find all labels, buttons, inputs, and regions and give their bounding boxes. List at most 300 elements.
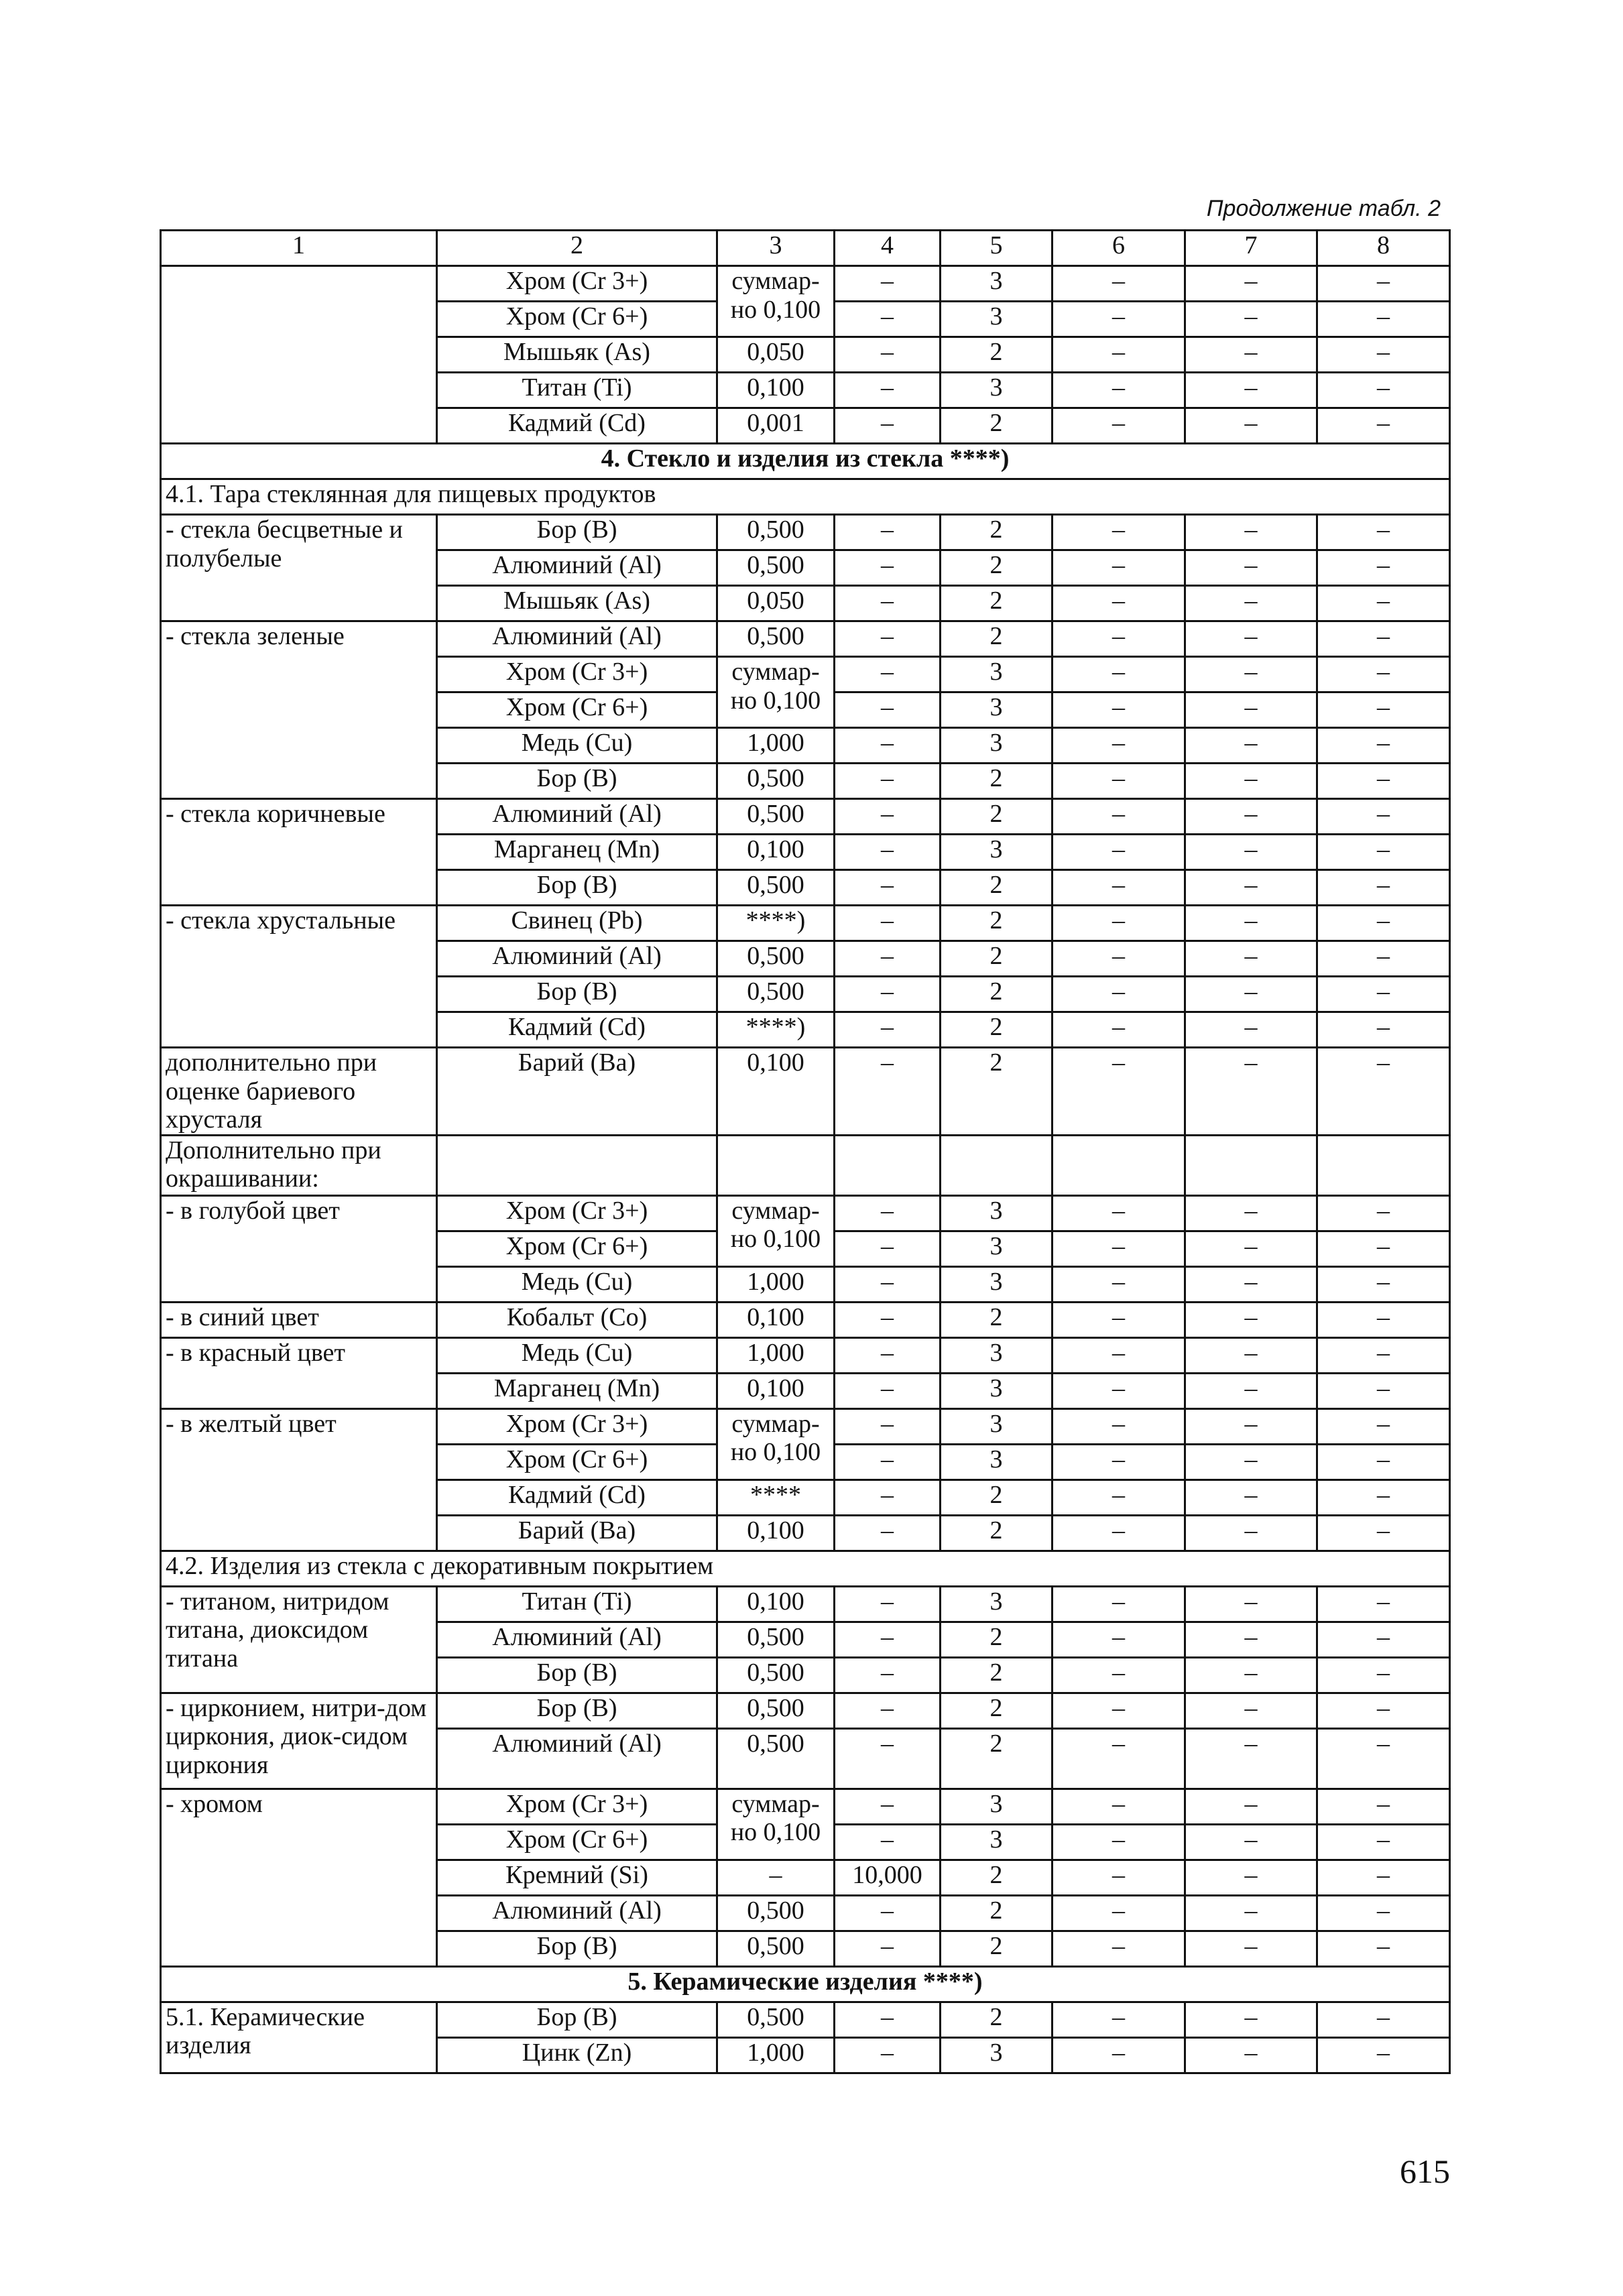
cell-col-3: ****): [717, 906, 835, 941]
cell-col-7: –: [1185, 1824, 1317, 1860]
cell-col-6: –: [1053, 550, 1185, 586]
table-row: [161, 515, 1450, 550]
cell-col-6: –: [1053, 1337, 1185, 1373]
cell-col-1: - цирконием, нитри-дом циркония, диок-сидом циркония: [161, 1693, 437, 1789]
cell-col-8: –: [1317, 1195, 1450, 1231]
cell-col-7: –: [1185, 2002, 1317, 2037]
cell-col-7: –: [1185, 870, 1317, 906]
cell-col-8: –: [1317, 1012, 1450, 1048]
cell-col-3: 0,100: [717, 1373, 835, 1408]
cell-col-6: –: [1053, 1231, 1185, 1266]
cell-col-1: дополнительно при оценке бариевого хрусталя: [161, 1048, 437, 1136]
cell-col-7: –: [1185, 515, 1317, 550]
cell-col-8: –: [1317, 1373, 1450, 1408]
cell-col-4: –: [835, 1266, 941, 1302]
cell-col-3: 1,000: [717, 728, 835, 764]
cell-col-2: Титан (Ti): [437, 373, 717, 408]
cell-col-3: суммар-но 0,100: [717, 266, 835, 337]
cell-col-4: –: [835, 1586, 941, 1622]
cell-col-6: –: [1053, 1195, 1185, 1231]
cell-col-3: 0,001: [717, 408, 835, 444]
cell-col-5: 2: [941, 1012, 1053, 1048]
column-number-cell: 3: [717, 231, 835, 266]
cell-col-7: –: [1185, 764, 1317, 799]
cell-col-7: –: [1185, 408, 1317, 444]
table-row: [161, 1048, 1450, 1136]
cell-col-5: 3: [941, 728, 1053, 764]
column-number-cell: 5: [941, 231, 1053, 266]
cell-col-3: 0,100: [717, 835, 835, 870]
cell-col-5: 3: [941, 1337, 1053, 1373]
cell-col-3: суммар-но 0,100: [717, 657, 835, 728]
cell-col-4: [835, 1135, 941, 1195]
cell-col-6: –: [1053, 337, 1185, 373]
cell-col-2: Бор (B): [437, 2002, 717, 2037]
cell-col-2: Марганец (Mn): [437, 1373, 717, 1408]
cell-col-4: –: [835, 621, 941, 657]
cell-col-7: –: [1185, 1515, 1317, 1551]
cell-col-7: –: [1185, 1337, 1317, 1373]
cell-col-8: –: [1317, 1479, 1450, 1515]
cell-col-3: 1,000: [717, 1337, 835, 1373]
table-row: [161, 1135, 1450, 1195]
table-row: [161, 2002, 1450, 2037]
data-table: [160, 229, 1451, 2074]
cell-col-4: –: [835, 1693, 941, 1728]
cell-col-4: –: [835, 728, 941, 764]
cell-col-3: 0,050: [717, 586, 835, 621]
cell-col-4: –: [835, 1302, 941, 1337]
cell-col-4: –: [835, 799, 941, 835]
cell-col-6: –: [1053, 621, 1185, 657]
cell-col-8: –: [1317, 1266, 1450, 1302]
table-continuation-caption: Продолжение табл. 2: [1206, 196, 1441, 221]
cell-col-5: 3: [941, 1266, 1053, 1302]
cell-col-2: Марганец (Mn): [437, 835, 717, 870]
cell-col-6: –: [1053, 1931, 1185, 1966]
cell-col-5: 3: [941, 2037, 1053, 2073]
cell-col-5: 3: [941, 1373, 1053, 1408]
cell-col-7: –: [1185, 692, 1317, 728]
cell-col-5: 3: [941, 692, 1053, 728]
cell-col-2: Хром (Cr 6+): [437, 1231, 717, 1266]
cell-col-3: 0,500: [717, 870, 835, 906]
cell-col-3: 0,500: [717, 1657, 835, 1693]
cell-col-5: 3: [941, 1444, 1053, 1479]
cell-col-4: –: [835, 302, 941, 337]
column-number-cell: 2: [437, 231, 717, 266]
cell-col-6: –: [1053, 906, 1185, 941]
cell-col-2: Кадмий (Cd): [437, 1479, 717, 1515]
cell-col-2: Бор (B): [437, 1931, 717, 1966]
cell-col-2: Бор (B): [437, 764, 717, 799]
cell-col-3: 0,500: [717, 1895, 835, 1931]
cell-col-7: –: [1185, 1266, 1317, 1302]
cell-col-7: –: [1185, 1931, 1317, 1966]
cell-col-2: Хром (Cr 3+): [437, 1195, 717, 1231]
cell-col-2: Медь (Cu): [437, 1266, 717, 1302]
cell-col-3: 0,500: [717, 764, 835, 799]
cell-col-8: –: [1317, 906, 1450, 941]
cell-col-8: –: [1317, 1515, 1450, 1551]
cell-col-2: Хром (Cr 3+): [437, 266, 717, 302]
cell-col-8: –: [1317, 977, 1450, 1012]
cell-col-7: –: [1185, 657, 1317, 692]
cell-col-1: - в синий цвет: [161, 1302, 437, 1337]
cell-col-5: 2: [941, 1895, 1053, 1931]
cell-col-6: –: [1053, 1302, 1185, 1337]
cell-col-8: –: [1317, 1931, 1450, 1966]
table-row: [161, 621, 1450, 657]
cell-col-7: –: [1185, 835, 1317, 870]
cell-col-7: –: [1185, 1789, 1317, 1824]
cell-col-6: –: [1053, 1373, 1185, 1408]
cell-col-7: –: [1185, 1895, 1317, 1931]
cell-col-4: –: [835, 1337, 941, 1373]
cell-col-8: –: [1317, 941, 1450, 977]
cell-col-6: –: [1053, 1693, 1185, 1728]
cell-col-6: –: [1053, 2037, 1185, 2073]
cell-col-2: Барий (Ba): [437, 1048, 717, 1136]
cell-col-1: Дополнительно при окрашивании:: [161, 1135, 437, 1195]
cell-col-2: Мышьяк (As): [437, 586, 717, 621]
cell-col-4: –: [835, 2002, 941, 2037]
page-number: 615: [1400, 2153, 1450, 2190]
cell-col-4: –: [835, 408, 941, 444]
cell-col-8: –: [1317, 586, 1450, 621]
cell-col-6: –: [1053, 941, 1185, 977]
table-row: [161, 906, 1450, 941]
cell-col-6: –: [1053, 408, 1185, 444]
cell-col-2: Хром (Cr 6+): [437, 1824, 717, 1860]
cell-col-4: –: [835, 1657, 941, 1693]
cell-col-2: Мышьяк (As): [437, 337, 717, 373]
cell-col-1: - титаном, нитридом титана, диоксидом титана: [161, 1586, 437, 1693]
cell-col-6: –: [1053, 1657, 1185, 1693]
cell-col-2: Бор (B): [437, 1693, 717, 1728]
cell-col-4: –: [835, 1444, 941, 1479]
cell-col-4: –: [835, 870, 941, 906]
cell-col-2: Алюминий (Al): [437, 550, 717, 586]
cell-col-6: –: [1053, 1479, 1185, 1515]
group-heading-row: [161, 479, 1450, 515]
cell-col-3: 1,000: [717, 1266, 835, 1302]
cell-col-6: –: [1053, 657, 1185, 692]
cell-col-6: –: [1053, 835, 1185, 870]
cell-col-3: 0,100: [717, 373, 835, 408]
cell-col-6: –: [1053, 1444, 1185, 1479]
table-row: [161, 1337, 1450, 1373]
cell-col-4: –: [835, 1231, 941, 1266]
cell-col-4: –: [835, 1515, 941, 1551]
cell-col-8: –: [1317, 728, 1450, 764]
cell-col-2: Хром (Cr 6+): [437, 302, 717, 337]
cell-col-2: Бор (B): [437, 1657, 717, 1693]
cell-col-5: 3: [941, 657, 1053, 692]
cell-col-5: 2: [941, 1515, 1053, 1551]
cell-col-1: - в красный цвет: [161, 1337, 437, 1408]
cell-col-4: –: [835, 1373, 941, 1408]
cell-col-8: –: [1317, 657, 1450, 692]
cell-col-7: –: [1185, 1012, 1317, 1048]
cell-col-6: –: [1053, 1515, 1185, 1551]
cell-col-8: –: [1317, 1824, 1450, 1860]
cell-col-4: –: [835, 1408, 941, 1444]
cell-col-6: –: [1053, 799, 1185, 835]
cell-col-3: –: [717, 1860, 835, 1895]
cell-col-2: Алюминий (Al): [437, 799, 717, 835]
cell-col-3: 0,100: [717, 1302, 835, 1337]
cell-col-5: 2: [941, 1860, 1053, 1895]
cell-col-2: Кремний (Si): [437, 1860, 717, 1895]
column-number-cell: 4: [835, 231, 941, 266]
cell-col-6: –: [1053, 1622, 1185, 1657]
table-row: [161, 799, 1450, 835]
cell-col-5: [941, 1135, 1053, 1195]
cell-col-6: –: [1053, 1408, 1185, 1444]
cell-col-2: Хром (Cr 6+): [437, 1444, 717, 1479]
cell-col-8: –: [1317, 1048, 1450, 1136]
cell-col-5: 2: [941, 1693, 1053, 1728]
cell-col-3: 0,500: [717, 550, 835, 586]
cell-col-6: –: [1053, 1048, 1185, 1136]
cell-col-5: 3: [941, 1586, 1053, 1622]
cell-col-7: –: [1185, 2037, 1317, 2073]
section-heading-row: [161, 444, 1450, 479]
cell-col-3: 0,500: [717, 515, 835, 550]
cell-col-4: –: [835, 1479, 941, 1515]
cell-col-4: –: [835, 1931, 941, 1966]
cell-col-4: –: [835, 1048, 941, 1136]
cell-col-8: –: [1317, 1337, 1450, 1373]
cell-col-2: Хром (Cr 6+): [437, 692, 717, 728]
cell-col-4: –: [835, 1895, 941, 1931]
cell-col-4: –: [835, 2037, 941, 2073]
cell-col-8: –: [1317, 373, 1450, 408]
cell-col-8: –: [1317, 1586, 1450, 1622]
cell-col-1: [161, 266, 437, 444]
cell-col-6: [1053, 1135, 1185, 1195]
cell-col-5: 2: [941, 870, 1053, 906]
cell-col-4: 10,000: [835, 1860, 941, 1895]
cell-col-8: –: [1317, 1302, 1450, 1337]
cell-col-8: –: [1317, 1728, 1450, 1789]
cell-col-4: –: [835, 835, 941, 870]
cell-col-8: [1317, 1135, 1450, 1195]
cell-col-8: –: [1317, 799, 1450, 835]
cell-col-2: [437, 1135, 717, 1195]
cell-col-5: 2: [941, 586, 1053, 621]
cell-col-6: –: [1053, 515, 1185, 550]
cell-col-6: –: [1053, 586, 1185, 621]
cell-col-2: Кобальт (Co): [437, 1302, 717, 1337]
cell-col-5: 2: [941, 515, 1053, 550]
cell-col-3: 0,050: [717, 337, 835, 373]
cell-col-7: –: [1185, 1728, 1317, 1789]
cell-col-1: - стекла хрустальные: [161, 906, 437, 1048]
cell-col-1: - стекла бесцветные и полубелые: [161, 515, 437, 621]
table-row: [161, 1789, 1450, 1824]
cell-col-7: –: [1185, 586, 1317, 621]
cell-col-5: 2: [941, 1622, 1053, 1657]
cell-col-5: 3: [941, 1408, 1053, 1444]
cell-col-3: 0,500: [717, 621, 835, 657]
cell-col-5: 2: [941, 1302, 1053, 1337]
cell-col-8: –: [1317, 337, 1450, 373]
cell-col-4: –: [835, 550, 941, 586]
cell-col-7: –: [1185, 1586, 1317, 1622]
cell-col-5: 3: [941, 1824, 1053, 1860]
cell-col-7: –: [1185, 977, 1317, 1012]
table-row: [161, 266, 1450, 302]
cell-col-8: –: [1317, 870, 1450, 906]
cell-col-4: –: [835, 337, 941, 373]
cell-col-7: –: [1185, 1195, 1317, 1231]
cell-col-5: 3: [941, 266, 1053, 302]
column-number-cell: 1: [161, 231, 437, 266]
cell-col-6: –: [1053, 1012, 1185, 1048]
cell-col-2: Медь (Cu): [437, 1337, 717, 1373]
cell-col-6: –: [1053, 1824, 1185, 1860]
cell-col-5: 3: [941, 1789, 1053, 1824]
column-number-cell: 7: [1185, 231, 1317, 266]
cell-col-5: 3: [941, 1195, 1053, 1231]
cell-col-8: –: [1317, 1693, 1450, 1728]
cell-col-4: –: [835, 1824, 941, 1860]
cell-col-1: - в желтый цвет: [161, 1408, 437, 1551]
cell-col-8: –: [1317, 1408, 1450, 1444]
cell-col-2: Титан (Ti): [437, 1586, 717, 1622]
cell-col-4: –: [835, 1789, 941, 1824]
cell-col-4: –: [835, 373, 941, 408]
section-heading: 4. Стекло и изделия из стекла ****): [161, 444, 1450, 479]
cell-col-5: 2: [941, 1048, 1053, 1136]
cell-col-3: суммар-но 0,100: [717, 1195, 835, 1266]
cell-col-3: 0,100: [717, 1048, 835, 1136]
cell-col-8: –: [1317, 764, 1450, 799]
cell-col-6: –: [1053, 870, 1185, 906]
cell-col-6: –: [1053, 977, 1185, 1012]
cell-col-2: Цинк (Zn): [437, 2037, 717, 2073]
cell-col-8: –: [1317, 692, 1450, 728]
cell-col-7: –: [1185, 1479, 1317, 1515]
cell-col-3: суммар-но 0,100: [717, 1789, 835, 1860]
cell-col-2: Бор (B): [437, 977, 717, 1012]
cell-col-3: 0,500: [717, 977, 835, 1012]
cell-col-5: 2: [941, 1728, 1053, 1789]
cell-col-5: 2: [941, 1931, 1053, 1966]
cell-col-4: –: [835, 515, 941, 550]
cell-col-2: Бор (B): [437, 870, 717, 906]
cell-col-8: –: [1317, 1789, 1450, 1824]
cell-col-7: –: [1185, 1693, 1317, 1728]
cell-col-3: ****): [717, 1012, 835, 1048]
cell-col-3: 0,500: [717, 1693, 835, 1728]
cell-col-4: –: [835, 941, 941, 977]
cell-col-4: –: [835, 586, 941, 621]
cell-col-4: –: [835, 1195, 941, 1231]
section-heading-row: [161, 1966, 1450, 2002]
cell-col-5: 2: [941, 408, 1053, 444]
group-heading: 4.2. Изделия из стекла с декоративным покрытием: [161, 1551, 1450, 1586]
cell-col-8: –: [1317, 2002, 1450, 2037]
cell-col-2: Хром (Cr 3+): [437, 1408, 717, 1444]
cell-col-4: –: [835, 1012, 941, 1048]
cell-col-7: –: [1185, 1231, 1317, 1266]
cell-col-3: 0,500: [717, 1622, 835, 1657]
cell-col-7: –: [1185, 373, 1317, 408]
cell-col-6: –: [1053, 1789, 1185, 1824]
cell-col-4: –: [835, 1728, 941, 1789]
cell-col-2: Свинец (Pb): [437, 906, 717, 941]
column-number-row: [161, 231, 1450, 266]
cell-col-3: 0,100: [717, 1515, 835, 1551]
cell-col-5: 2: [941, 621, 1053, 657]
cell-col-8: –: [1317, 835, 1450, 870]
cell-col-1: - стекла коричневые: [161, 799, 437, 906]
cell-col-6: –: [1053, 2002, 1185, 2037]
cell-col-5: 3: [941, 302, 1053, 337]
cell-col-1: - стекла зеленые: [161, 621, 437, 799]
cell-col-8: –: [1317, 408, 1450, 444]
cell-col-7: –: [1185, 906, 1317, 941]
cell-col-3: 0,500: [717, 1728, 835, 1789]
cell-col-4: –: [835, 657, 941, 692]
cell-col-7: –: [1185, 337, 1317, 373]
cell-col-2: Алюминий (Al): [437, 1895, 717, 1931]
cell-col-6: –: [1053, 1586, 1185, 1622]
cell-col-2: Алюминий (Al): [437, 1728, 717, 1789]
cell-col-2: Кадмий (Cd): [437, 1012, 717, 1048]
cell-col-8: –: [1317, 1860, 1450, 1895]
cell-col-2: Хром (Cr 3+): [437, 657, 717, 692]
cell-col-5: 3: [941, 1231, 1053, 1266]
cell-col-7: –: [1185, 799, 1317, 835]
table-row: [161, 1693, 1450, 1728]
cell-col-2: Бор (B): [437, 515, 717, 550]
table-row: [161, 1586, 1450, 1622]
cell-col-3: 0,500: [717, 799, 835, 835]
cell-col-5: 2: [941, 941, 1053, 977]
cell-col-4: –: [835, 692, 941, 728]
cell-col-2: Алюминий (Al): [437, 621, 717, 657]
cell-col-2: Алюминий (Al): [437, 1622, 717, 1657]
cell-col-8: –: [1317, 1657, 1450, 1693]
cell-col-7: –: [1185, 266, 1317, 302]
column-number-cell: 6: [1053, 231, 1185, 266]
cell-col-7: –: [1185, 1622, 1317, 1657]
cell-col-8: –: [1317, 550, 1450, 586]
cell-col-2: Медь (Cu): [437, 728, 717, 764]
table-row: [161, 1195, 1450, 1231]
cell-col-3: ****: [717, 1479, 835, 1515]
cell-col-8: –: [1317, 515, 1450, 550]
cell-col-4: –: [835, 266, 941, 302]
cell-col-7: –: [1185, 1408, 1317, 1444]
cell-col-7: –: [1185, 550, 1317, 586]
cell-col-6: –: [1053, 692, 1185, 728]
cell-col-8: –: [1317, 266, 1450, 302]
cell-col-5: 2: [941, 906, 1053, 941]
cell-col-3: 0,500: [717, 941, 835, 977]
cell-col-4: –: [835, 764, 941, 799]
cell-col-4: –: [835, 906, 941, 941]
cell-col-8: –: [1317, 1622, 1450, 1657]
cell-col-4: –: [835, 977, 941, 1012]
cell-col-7: –: [1185, 621, 1317, 657]
cell-col-2: Хром (Cr 3+): [437, 1789, 717, 1824]
cell-col-7: –: [1185, 941, 1317, 977]
